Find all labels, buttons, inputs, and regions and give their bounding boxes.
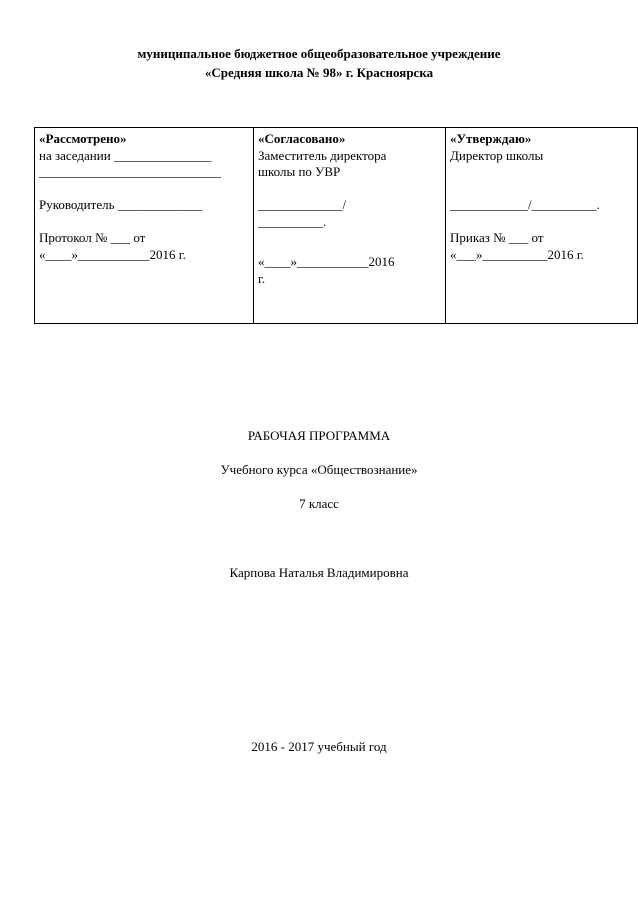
agreed-name-line: __________. (258, 213, 327, 229)
approved-date-line: «___»__________2016 г. (450, 246, 584, 262)
agreed-position-line: Заместитель директора (258, 147, 387, 163)
school-header (0, 44, 638, 82)
considered-cell (35, 128, 254, 324)
agreed-signature-line: _____________/ (258, 197, 347, 212)
approved-signature-line: ____________/__________. (450, 197, 600, 212)
considered-head-line: Руководитель _____________ (39, 197, 203, 212)
school-type-line: муниципальное бюджетное общеобразовательное учреждение (137, 46, 501, 61)
approved-order-line: Приказ № ___ от (450, 230, 544, 245)
course-name: Учебного курса «Обществознание» (220, 462, 418, 477)
considered-blank-line: ____________________________ (39, 164, 221, 179)
approved-position-line: Директор школы (450, 147, 544, 163)
approved-cell (446, 128, 638, 324)
agreed-title: «Согласовано» (258, 131, 346, 146)
considered-title: «Рассмотрено» (39, 131, 127, 146)
agreed-school-line: школы по УВР (258, 164, 341, 179)
academic-year: 2016 - 2017 учебный год (251, 739, 387, 754)
agreed-year-suffix: г. (258, 270, 266, 286)
considered-protocol-line: Протокол № ___ от (39, 230, 146, 245)
approved-title: «Утверждаю» (450, 131, 532, 146)
grade-label: 7 класс (299, 496, 339, 511)
agreed-cell (254, 128, 446, 324)
approval-table (34, 127, 638, 324)
school-name-line: «Средняя школа № 98» г. Красноярска (204, 65, 434, 80)
program-title: РАБОЧАЯ ПРОГРАММА (247, 428, 391, 443)
author-name: Карпова Наталья Владимировна (229, 565, 409, 580)
considered-meeting-line: на заседании _______________ (39, 147, 212, 163)
agreed-date-line: «____»___________2016 (258, 254, 395, 269)
considered-date-line: «____»___________2016 г. (39, 246, 186, 262)
